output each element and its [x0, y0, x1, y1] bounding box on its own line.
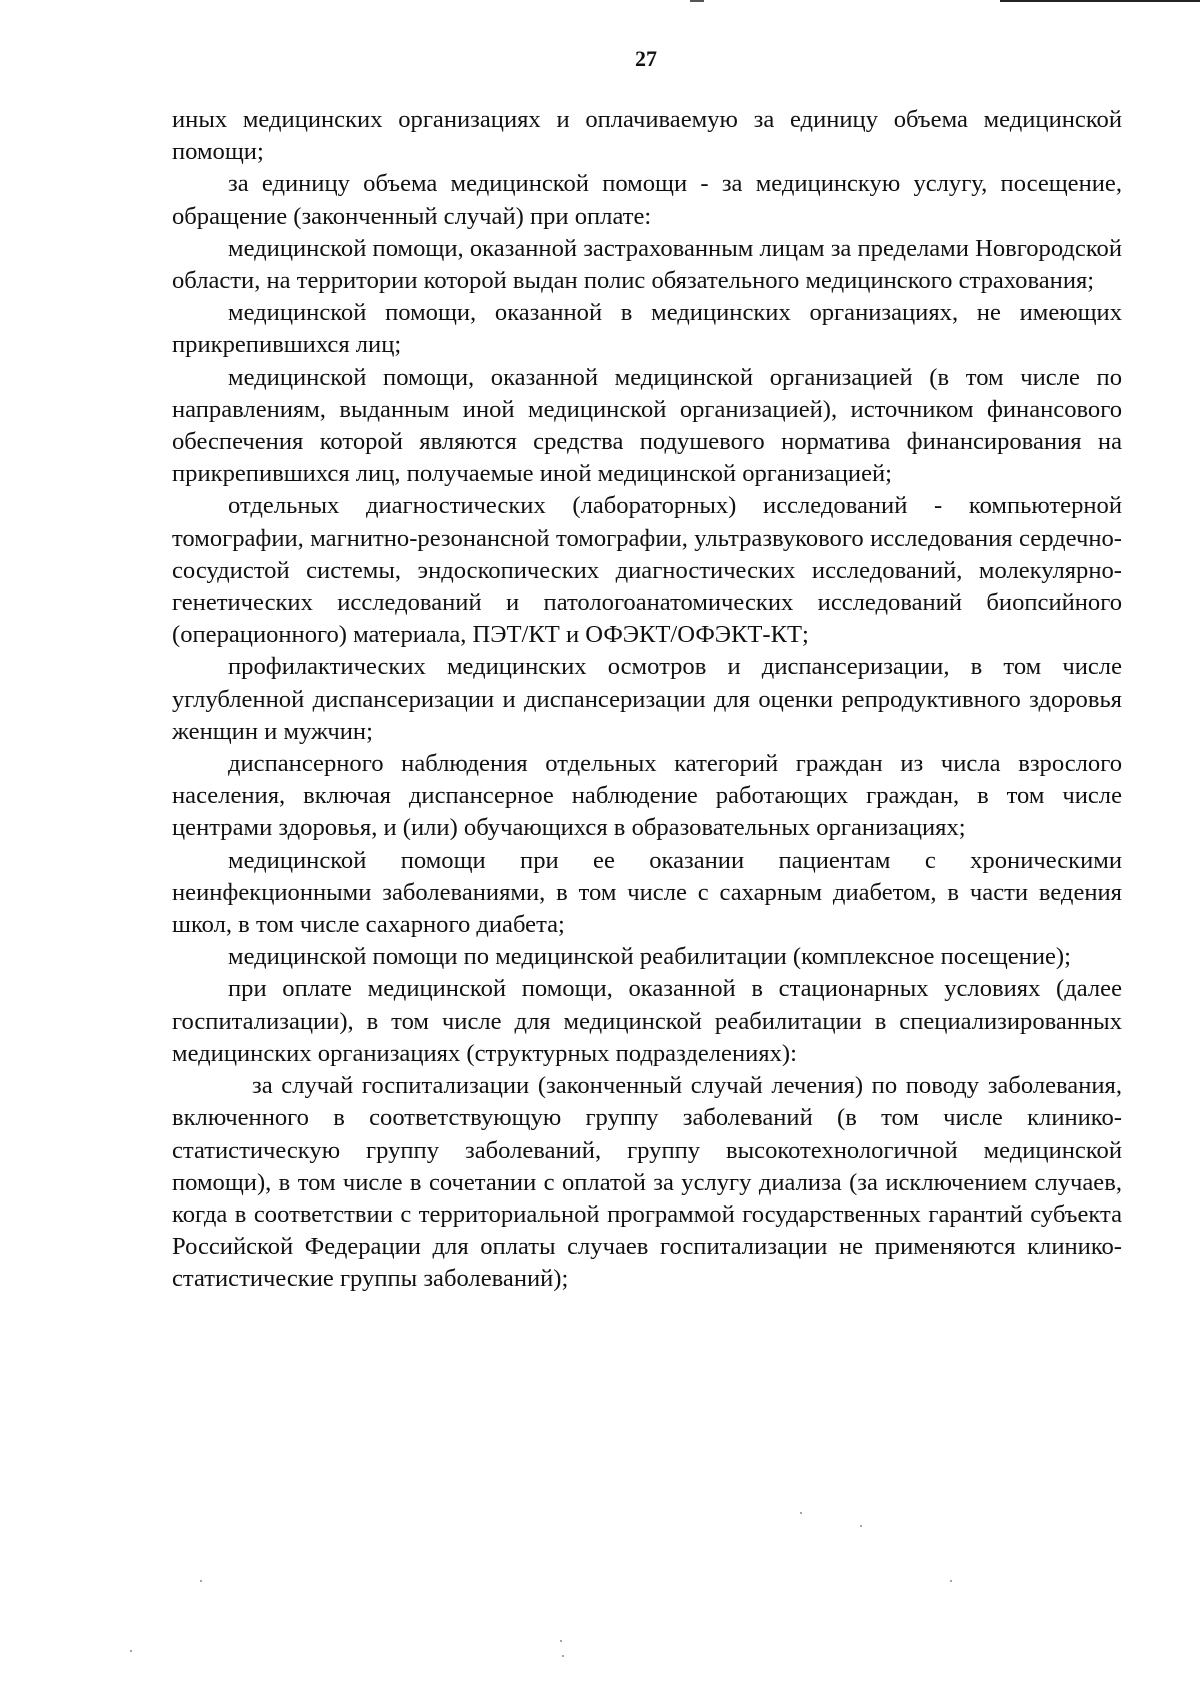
scan-speck	[200, 1580, 202, 1582]
paragraph: медицинской помощи при ее оказании пациентам с хроническими неинфекционными заболеваниями, в том числе с сахарным диабетом, в части ведения школ, в том числе сахарного диабета;	[172, 846, 1122, 939]
scan-speck	[562, 1655, 564, 1657]
scan-speck	[950, 1580, 952, 1582]
paragraph: медицинской помощи, оказанной застрахованным лицам за пределами Новгородской области, на территории которой выдан полис обязательного медицинского страхования;	[172, 234, 1122, 295]
paragraph: профилактических медицинских осмотров и диспансеризации, в том числе углубленной диспансеризации и диспансеризации для оценки репродуктивного здоровья женщин и мужчин;	[172, 653, 1122, 745]
scan-speck	[130, 1650, 132, 1652]
paragraph: медицинской помощи по медицинской реабилитации (комплексное посещение);	[228, 943, 1071, 971]
paragraph: за случай госпитализации (законченный случай лечения) по поводу заболевания, включенного в соответствующую группу заболеваний (в том числе клинико-статистическую группу заболеваний, группу высокотехнологичной медицинской помощи), в том числе в сочетании с оплатой за услугу диализа (за исключением случаев, когда в соответствии с территориальной программой государственных гарантий субъекта Российской Федерации для оплаты случаев госпитализации не применяются клинико-статистические группы заболеваний);	[172, 1072, 1122, 1293]
paragraph: иных медицинских организациях и оплачиваемую за единицу объема медицинской помощи;	[172, 106, 1122, 166]
page-number: 27	[635, 46, 657, 71]
scan-speck	[860, 1525, 862, 1527]
paragraph: медицинской помощи, оказанной в медицинских организациях, не имеющих прикрепившихся лиц;	[172, 299, 1122, 359]
scan-edge-line	[1000, 0, 1200, 2]
scan-mark	[690, 0, 704, 2]
scan-speck	[800, 1512, 802, 1514]
paragraph: отдельных диагностических (лабораторных) исследований - компьютерной томографии, магнитно-резонансной томографии, ультразвукового исследования сердечно-сосудистой системы, эндоскопических диагностических исследований, молекулярно-генетических исследований и патологоанатомических исследований биопсийного (операционного) материала, ПЭТ/КТ и ОФЭКТ/ОФЭКТ-КТ;	[172, 492, 1122, 649]
paragraph: диспансерного наблюдения отдельных категорий граждан из числа взрослого населения, включая диспансерное наблюдение работающих граждан, в том числе центрами здоровья, и (или) обучающихся в образовательных организациях;	[172, 750, 1122, 842]
body-text	[172, 104, 1122, 1296]
paragraph: медицинской помощи, оказанной медицинской организацией (в том числе по направлениям, выданным иной медицинской организацией), источником финансового обеспечения которой являются средства подушевого норматива финансирования на прикрепившихся лиц, получаемые иной медицинской организацией;	[172, 363, 1122, 488]
paragraph: при оплате медицинской помощи, оказанной в стационарных условиях (далее госпитализации), в том числе для медицинской реабилитации в специализированных медицинских организациях (структурных подразделениях):	[172, 975, 1122, 1067]
scan-speck	[560, 1640, 562, 1642]
paragraph: за единицу объема медицинской помощи - за медицинскую услугу, посещение, обращение (законченный случай) при оплате:	[172, 170, 1122, 230]
